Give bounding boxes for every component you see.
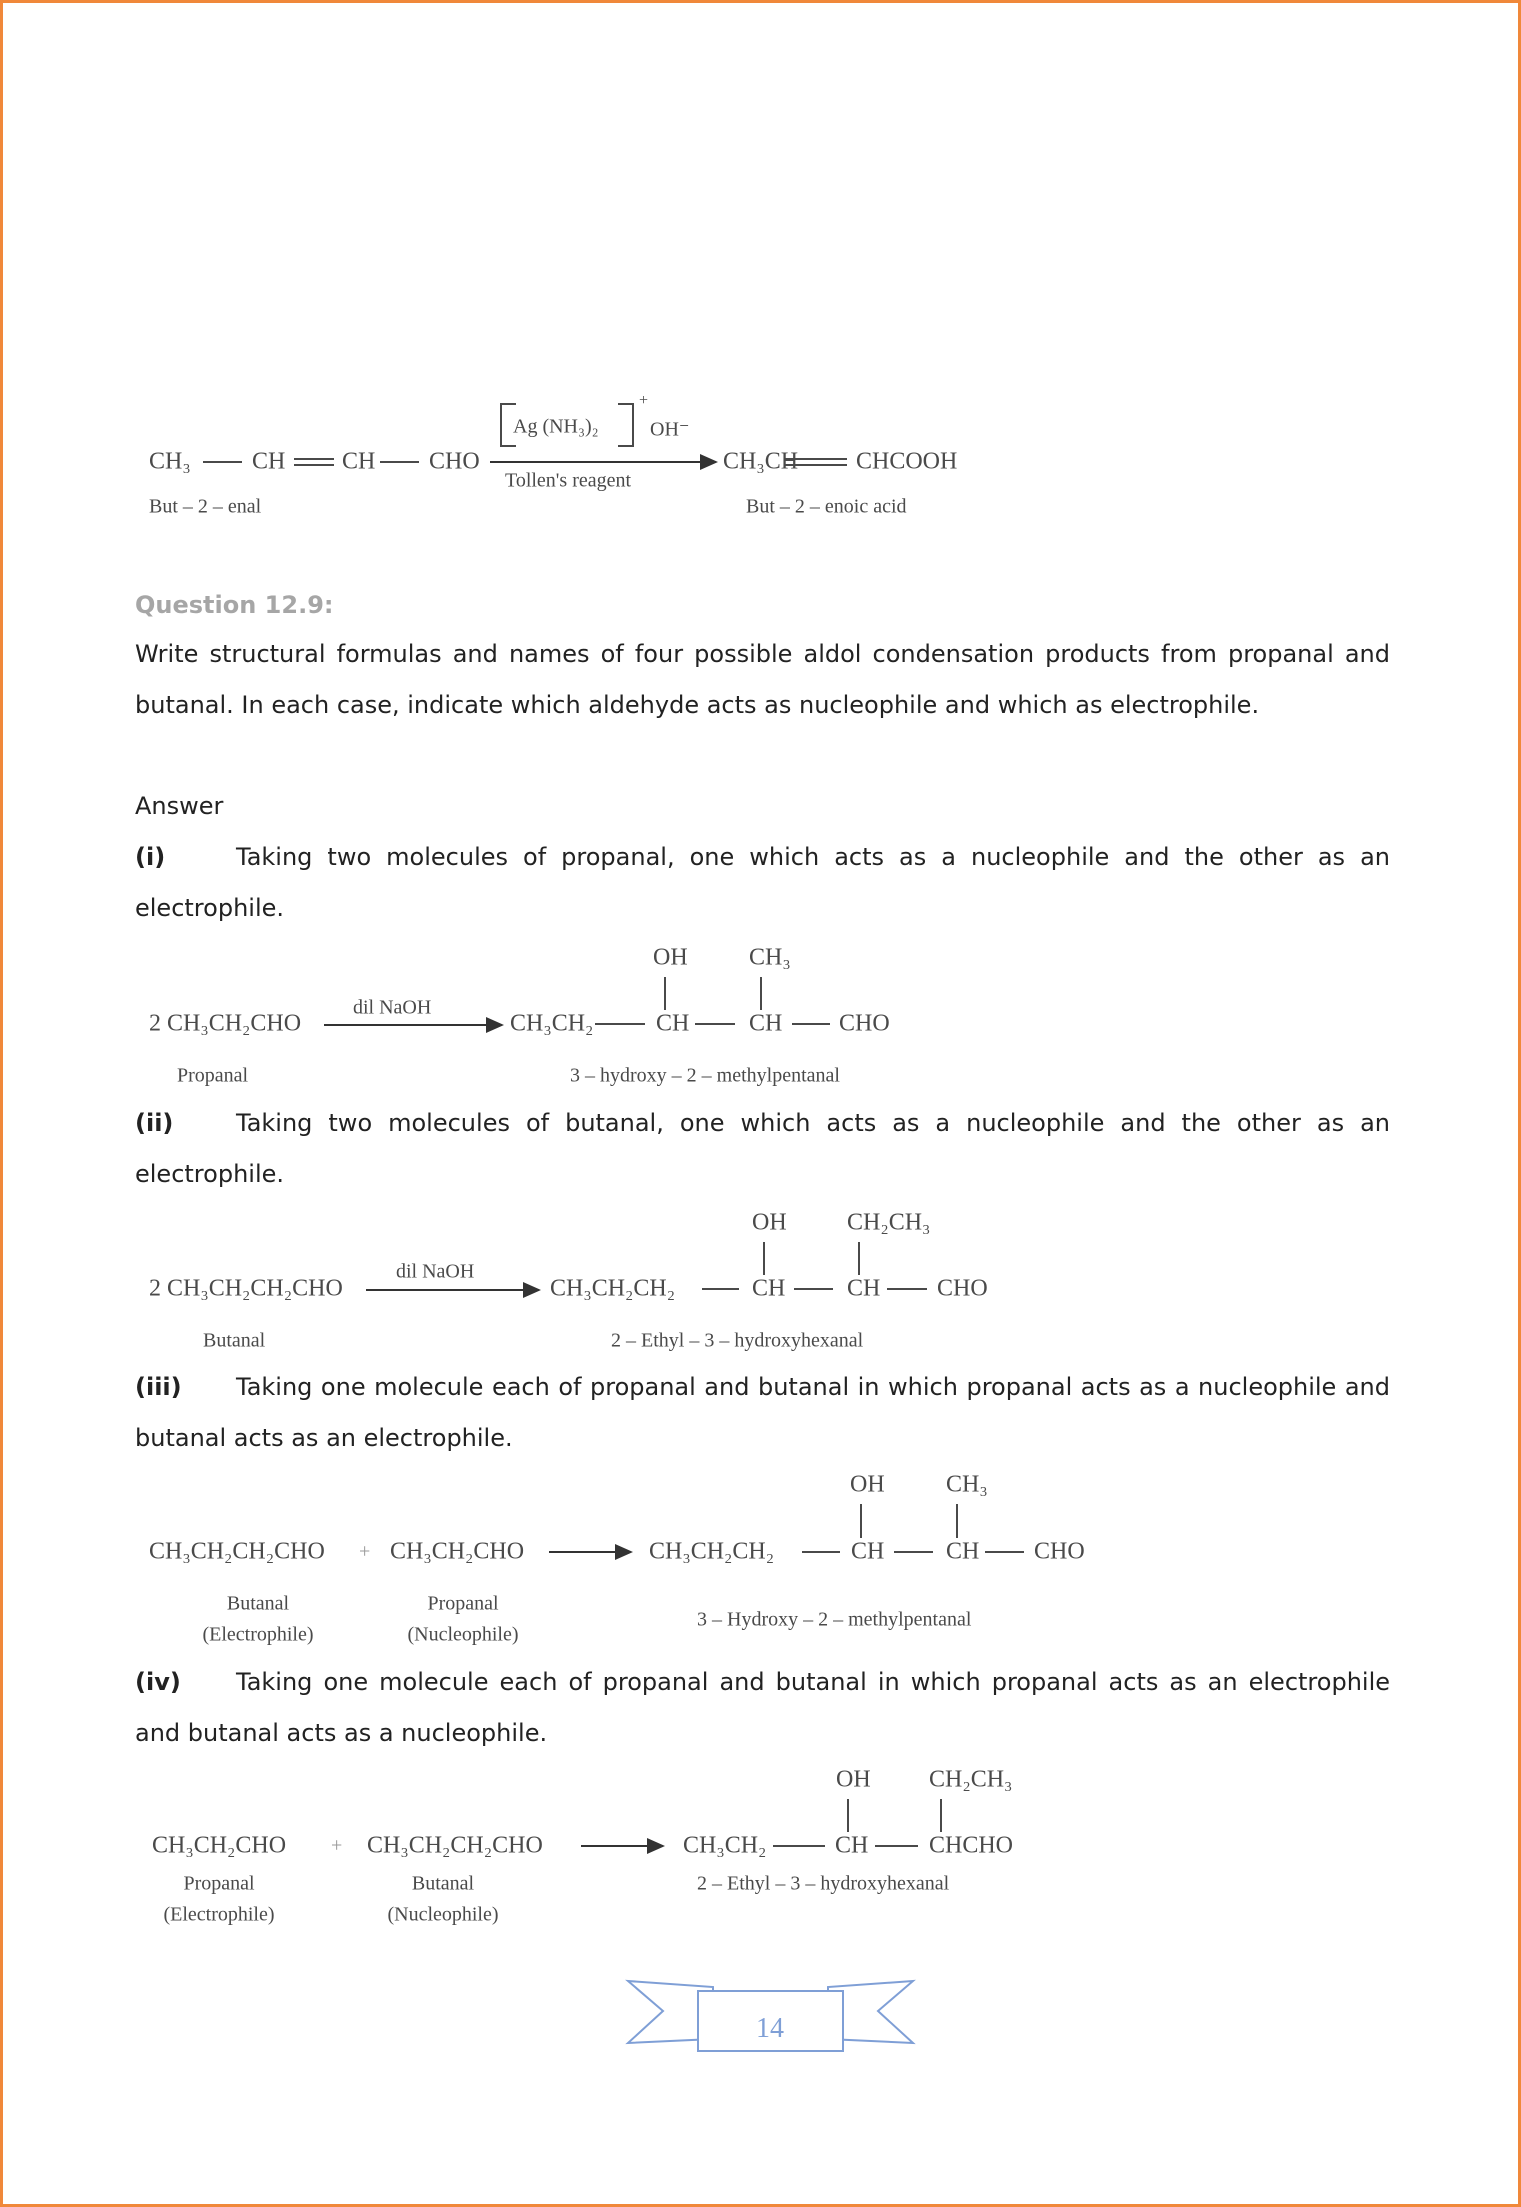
- formula: CH: [656, 1010, 690, 1037]
- single-bond: [794, 1288, 833, 1290]
- formula: CHCOOH: [856, 448, 958, 475]
- vertical-bond: [956, 1504, 958, 1538]
- single-bond: [595, 1023, 645, 1025]
- formula: 2 CH₃CH₂CHO: [149, 1010, 302, 1037]
- arrow-icon: [490, 461, 716, 463]
- compound-role: (Electrophile): [163, 1903, 275, 1926]
- plus-sign: +: [359, 1540, 371, 1563]
- compound-name: Butanal: [411, 1872, 475, 1895]
- formula: CH: [847, 1275, 881, 1302]
- reagent: dil NaOH: [396, 1260, 475, 1283]
- single-bond: [985, 1551, 1024, 1553]
- question-title: Question 12.9:: [135, 591, 334, 619]
- formula: CH₃CH₂: [683, 1832, 767, 1859]
- substituent: CH₃: [749, 944, 791, 971]
- compound-name: Butanal: [203, 1329, 266, 1352]
- compound-role: (Nucleophile): [407, 1623, 519, 1646]
- page-number: 14: [756, 2013, 784, 2044]
- answer-label: Answer: [135, 792, 224, 820]
- formula: CHCHO: [929, 1832, 1014, 1859]
- formula: CH₃CH₂: [510, 1010, 594, 1037]
- arrow-icon: [581, 1845, 663, 1847]
- part-text: Taking one molecule each of propanal and butanal in which propanal acts as a nucleophile and butanal acts as an electrophile.: [135, 1373, 1390, 1452]
- plus-sign: +: [331, 1834, 343, 1857]
- part-label: (ii): [135, 1109, 174, 1137]
- substituent: OH: [836, 1766, 871, 1793]
- vertical-bond: [847, 1799, 849, 1832]
- single-bond: [203, 461, 242, 463]
- vertical-bond: [858, 1242, 860, 1275]
- arrow-icon: [324, 1024, 502, 1026]
- substituent: CH₂CH₃: [847, 1209, 931, 1236]
- part-iii: [135, 1362, 1390, 1464]
- formula: CH₃CH: [723, 448, 799, 475]
- single-bond: [802, 1551, 840, 1553]
- substituent: OH: [752, 1209, 787, 1236]
- compound-name: But – 2 – enoic acid: [746, 495, 907, 518]
- single-bond: [695, 1023, 735, 1025]
- formula: CHO: [429, 448, 480, 475]
- reagent: OH⁻: [650, 418, 690, 441]
- compound-name: But – 2 – enal: [149, 495, 262, 518]
- part-text: Taking two molecules of butanal, one which acts as a nucleophile and the other as an electrophile.: [135, 1109, 1390, 1188]
- vertical-bond: [760, 977, 762, 1010]
- reagent: dil NaOH: [353, 996, 432, 1019]
- part-text: Taking two molecules of propanal, one which acts as a nucleophile and the other as an electrophile.: [135, 843, 1390, 922]
- compound-name: 3 – Hydroxy – 2 – methylpentanal: [697, 1608, 972, 1631]
- part-i: [135, 832, 1390, 934]
- compound-name: Butanal: [226, 1592, 290, 1615]
- vertical-bond: [860, 1504, 862, 1538]
- formula: CH: [946, 1538, 980, 1565]
- formula: CHO: [937, 1275, 988, 1302]
- compound-name: Propanal: [177, 1064, 249, 1087]
- part-text: Taking one molecule each of propanal and butanal in which propanal acts as an electrophile and butanal acts as a nucleophile.: [135, 1668, 1390, 1747]
- formula: 2 CH₃CH₂CH₂CHO: [149, 1275, 343, 1302]
- vertical-bond: [763, 1242, 765, 1275]
- formula: CH: [851, 1538, 885, 1565]
- formula: CHO: [1034, 1538, 1085, 1565]
- part-iv: [135, 1657, 1390, 1759]
- single-bond: [887, 1288, 927, 1290]
- double-bond: [784, 458, 847, 466]
- single-bond: [792, 1023, 830, 1025]
- formula: CH₃CH₂CH₂CHO: [149, 1538, 325, 1565]
- substituent: OH: [653, 944, 688, 971]
- compound-role: (Electrophile): [202, 1623, 314, 1646]
- formula: CH: [342, 448, 376, 475]
- part-label: (iv): [135, 1668, 181, 1696]
- compound-name: 2 – Ethyl – 3 – hydroxyhexanal: [611, 1329, 864, 1352]
- single-bond: [894, 1551, 933, 1553]
- formula: CHO: [839, 1010, 890, 1037]
- compound-role: (Nucleophile): [387, 1903, 499, 1926]
- single-bond: [702, 1288, 739, 1290]
- reagent: Ag (NH₃)₂: [513, 415, 599, 438]
- single-bond: [875, 1845, 918, 1847]
- arrow-icon: [549, 1551, 631, 1553]
- arrow-icon: [366, 1289, 539, 1291]
- formula: CH₃: [149, 448, 191, 475]
- formula: CH: [835, 1832, 869, 1859]
- formula: CH₃CH₂CHO: [152, 1832, 287, 1859]
- substituent: CH₂CH₃: [929, 1766, 1013, 1793]
- reagent-label: Tollen's reagent: [505, 469, 632, 492]
- formula: CH₃CH₂CH₂CHO: [367, 1832, 543, 1859]
- formula: CH₃CH₂CH₂: [550, 1275, 676, 1302]
- charge: +: [639, 392, 649, 409]
- part-ii: [135, 1098, 1390, 1200]
- compound-name: 3 – hydroxy – 2 – methylpentanal: [570, 1064, 840, 1087]
- substituent: OH: [850, 1471, 885, 1498]
- formula: CH₃CH₂CH₂: [649, 1538, 775, 1565]
- part-label: (iii): [135, 1373, 182, 1401]
- single-bond: [380, 461, 419, 463]
- formula: CH₃CH₂CHO: [390, 1538, 525, 1565]
- question-text: Write structural formulas and names of four possible aldol condensation products from propanal and butanal. In each case, indicate which aldehyde acts as nucleophile and which as electrophile.: [135, 640, 1390, 719]
- compound-name: Propanal: [183, 1872, 255, 1895]
- single-bond: [773, 1845, 825, 1847]
- double-bond: [294, 458, 334, 466]
- formula: CH: [752, 1275, 786, 1302]
- compound-name: 2 – Ethyl – 3 – hydroxyhexanal: [697, 1872, 950, 1895]
- substituent: CH₃: [946, 1471, 988, 1498]
- compound-name: Propanal: [427, 1592, 499, 1615]
- part-label: (i): [135, 843, 166, 871]
- formula: CH: [749, 1010, 783, 1037]
- vertical-bond: [664, 977, 666, 1010]
- formula: CH: [252, 448, 286, 475]
- vertical-bond: [940, 1799, 942, 1832]
